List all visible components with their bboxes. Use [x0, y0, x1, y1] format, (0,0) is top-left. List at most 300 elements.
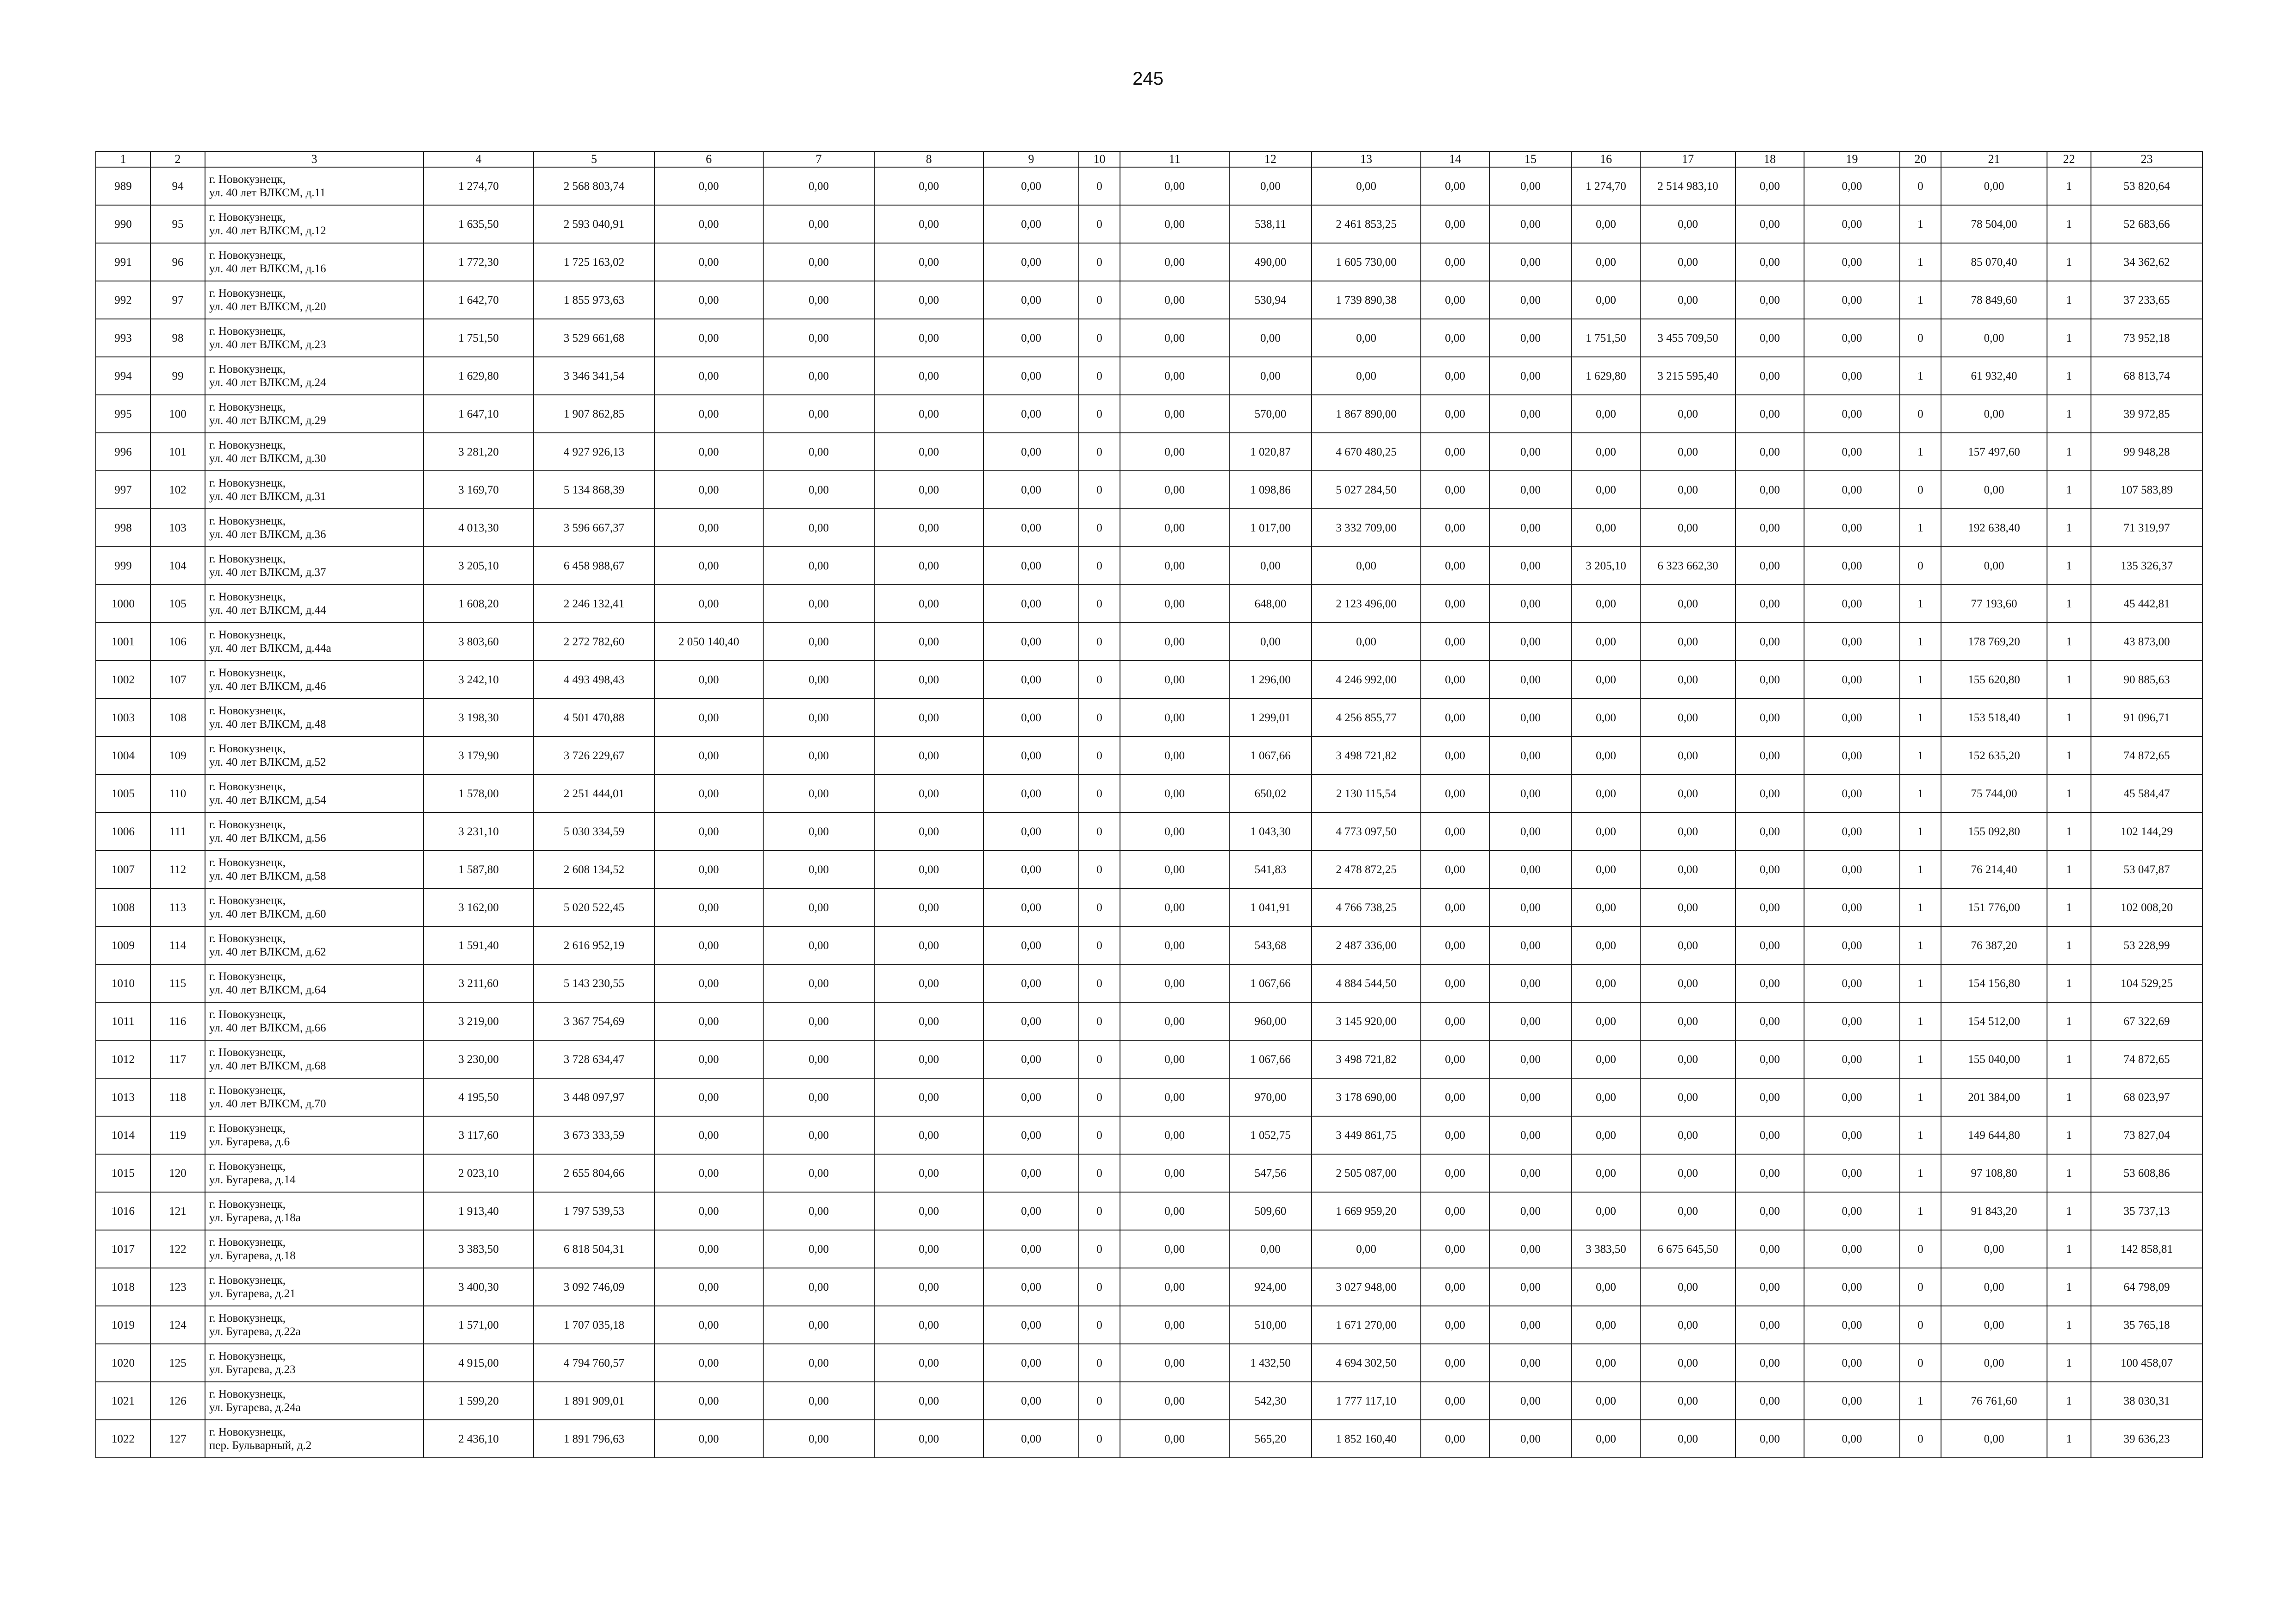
- table-row: [96, 395, 2203, 433]
- table-cell: 0: [1079, 1078, 1120, 1116]
- table-cell: 34 362,62: [2091, 243, 2203, 281]
- table-cell: 0,00: [1640, 509, 1736, 547]
- table-cell: 0,00: [1489, 1154, 1572, 1192]
- table-cell: 91 843,20: [1941, 1192, 2047, 1230]
- table-cell: 4 884 544,50: [1312, 964, 1421, 1002]
- address-line: ул. 40 лет ВЛКСМ, д.44: [209, 604, 326, 617]
- table-cell: 1: [1900, 737, 1941, 775]
- column-header: 18: [1736, 151, 1804, 167]
- table-cell: 648,00: [1229, 585, 1312, 623]
- address-cell: [205, 205, 423, 243]
- table-cell: 4 915,00: [423, 1344, 534, 1382]
- table-cell: 530,94: [1229, 281, 1312, 319]
- table-cell: 1008: [96, 888, 150, 926]
- table-cell: 0,00: [874, 205, 983, 243]
- table-cell: 1: [2047, 205, 2091, 243]
- table-cell: 1 751,50: [1572, 319, 1640, 357]
- table-cell: 0,00: [1421, 1192, 1489, 1230]
- table-cell: 0,00: [1229, 357, 1312, 395]
- table-cell: 0,00: [1804, 850, 1900, 888]
- address-line: г. Новокузнецк,: [209, 1122, 286, 1135]
- table-cell: 1 591,40: [423, 926, 534, 964]
- address-cell: [205, 547, 423, 585]
- table-cell: 0,00: [1736, 1268, 1804, 1306]
- table-row: [96, 1040, 2203, 1078]
- table-cell: 0,00: [1640, 1344, 1736, 1382]
- table-cell: 1: [1900, 850, 1941, 888]
- table-cell: 547,56: [1229, 1154, 1312, 1192]
- table-row: [96, 661, 2203, 699]
- table-cell: 0,00: [983, 1268, 1079, 1306]
- table-cell: 3 448 097,97: [534, 1078, 654, 1116]
- table-cell: 0: [1079, 850, 1120, 888]
- table-cell: 0,00: [1421, 812, 1489, 850]
- table-cell: 0: [1079, 395, 1120, 433]
- address-cell: [205, 850, 423, 888]
- table-cell: 0,00: [654, 585, 763, 623]
- table-cell: 0,00: [874, 243, 983, 281]
- table-cell: 3 169,70: [423, 471, 534, 509]
- table-cell: 0,00: [983, 1192, 1079, 1230]
- table-cell: 3 179,90: [423, 737, 534, 775]
- table-cell: 0,00: [983, 471, 1079, 509]
- table-cell: 1 098,86: [1229, 471, 1312, 509]
- table-cell: 0,00: [1941, 167, 2047, 205]
- table-cell: 0,00: [1640, 926, 1736, 964]
- address-line: г. Новокузнецк,: [209, 629, 286, 641]
- table-cell: 0,00: [654, 1382, 763, 1420]
- table-cell: 1: [2047, 1040, 2091, 1078]
- address-line: г. Новокузнецк,: [209, 1312, 286, 1324]
- address-cell: [205, 471, 423, 509]
- table-cell: 0: [1079, 205, 1120, 243]
- table-cell: 101: [150, 433, 205, 471]
- table-cell: 0,00: [1421, 1154, 1489, 1192]
- table-cell: 0,00: [1640, 243, 1736, 281]
- table-cell: 1: [1900, 585, 1941, 623]
- table-cell: 510,00: [1229, 1306, 1312, 1344]
- address-line: ул. Бугарева, д.14: [209, 1174, 296, 1186]
- table-cell: 106: [150, 623, 205, 661]
- table-cell: 0,00: [1229, 547, 1312, 585]
- table-cell: 1016: [96, 1192, 150, 1230]
- table-cell: 1: [2047, 509, 2091, 547]
- table-cell: 1 891 796,63: [534, 1420, 654, 1458]
- table-cell: 1004: [96, 737, 150, 775]
- table-cell: 45 442,81: [2091, 585, 2203, 623]
- table-cell: 0,00: [1120, 926, 1229, 964]
- table-cell: 1 020,87: [1229, 433, 1312, 471]
- table-cell: 99 948,28: [2091, 433, 2203, 471]
- table-cell: 1017: [96, 1230, 150, 1268]
- table-cell: 1: [2047, 623, 2091, 661]
- table-cell: 0,00: [1120, 1306, 1229, 1344]
- column-header: 1: [96, 151, 150, 167]
- table-cell: 1 725 163,02: [534, 243, 654, 281]
- table-cell: 2 023,10: [423, 1154, 534, 1192]
- table-cell: 0,00: [1421, 850, 1489, 888]
- address-line: ул. 40 лет ВЛКСМ, д.37: [209, 566, 326, 579]
- table-cell: 0,00: [763, 850, 874, 888]
- table-cell: 0,00: [1736, 850, 1804, 888]
- table-cell: 1013: [96, 1078, 150, 1116]
- table-cell: 1: [2047, 1268, 2091, 1306]
- table-cell: 78 849,60: [1941, 281, 2047, 319]
- header-row: [96, 151, 2203, 167]
- table-cell: 3 205,10: [1572, 547, 1640, 585]
- table-cell: 0,00: [763, 205, 874, 243]
- table-cell: 0,00: [874, 433, 983, 471]
- data-table: [95, 151, 2203, 1458]
- table-cell: 0,00: [1489, 319, 1572, 357]
- table-cell: 0,00: [1736, 205, 1804, 243]
- address-line: г. Новокузнецк,: [209, 1236, 286, 1249]
- table-cell: 76 214,40: [1941, 850, 2047, 888]
- table-cell: 1 669 959,20: [1312, 1192, 1421, 1230]
- table-cell: 0,00: [763, 585, 874, 623]
- table-cell: 102 008,20: [2091, 888, 2203, 926]
- table-cell: 3 383,50: [1572, 1230, 1640, 1268]
- table-cell: 0,00: [983, 319, 1079, 357]
- table-cell: 1 041,91: [1229, 888, 1312, 926]
- address-line: г. Новокузнецк,: [209, 249, 286, 262]
- table-cell: 0: [1079, 623, 1120, 661]
- table-cell: 0,00: [874, 850, 983, 888]
- table-cell: 0,00: [1804, 1002, 1900, 1040]
- table-cell: 0,00: [1120, 1078, 1229, 1116]
- address-line: ул. 40 лет ВЛКСМ, д.29: [209, 414, 326, 427]
- table-cell: 0,00: [1120, 775, 1229, 812]
- table-cell: 0,00: [1120, 243, 1229, 281]
- table-cell: 0,00: [1489, 1344, 1572, 1382]
- table-cell: 0,00: [1489, 509, 1572, 547]
- table-cell: 0,00: [1489, 1040, 1572, 1078]
- table-cell: 1: [1900, 1154, 1941, 1192]
- column-header: 11: [1120, 151, 1229, 167]
- table-cell: 0,00: [1421, 737, 1489, 775]
- table-cell: 0,00: [1312, 319, 1421, 357]
- table-cell: 2 655 804,66: [534, 1154, 654, 1192]
- table-cell: 0,00: [1489, 1306, 1572, 1344]
- table-cell: 0,00: [983, 243, 1079, 281]
- table-cell: 1: [2047, 661, 2091, 699]
- table-cell: 0,00: [1736, 1154, 1804, 1192]
- table-cell: 0,00: [1804, 1420, 1900, 1458]
- table-cell: 0,00: [1421, 205, 1489, 243]
- table-cell: 0,00: [983, 623, 1079, 661]
- table-cell: 0,00: [654, 1002, 763, 1040]
- address-line: г. Новокузнецк,: [209, 1350, 286, 1362]
- table-cell: 0,00: [763, 1154, 874, 1192]
- table-cell: 0,00: [983, 433, 1079, 471]
- table-cell: 2 616 952,19: [534, 926, 654, 964]
- table-cell: 154 512,00: [1941, 1002, 2047, 1040]
- table-cell: 1: [2047, 319, 2091, 357]
- table-cell: 0,00: [763, 319, 874, 357]
- table-cell: 1: [1900, 661, 1941, 699]
- table-cell: 0,00: [983, 547, 1079, 585]
- table-cell: 135 326,37: [2091, 547, 2203, 585]
- table-cell: 0,00: [983, 775, 1079, 812]
- table-cell: 0,00: [1421, 471, 1489, 509]
- table-cell: 0,00: [1421, 926, 1489, 964]
- table-cell: 73 952,18: [2091, 319, 2203, 357]
- table-row: [96, 1382, 2203, 1420]
- column-header: 5: [534, 151, 654, 167]
- address-line: г. Новокузнецк,: [209, 553, 286, 565]
- table-cell: 0,00: [654, 1040, 763, 1078]
- address-line: г. Новокузнецк,: [209, 743, 286, 755]
- table-cell: 0,00: [1489, 964, 1572, 1002]
- table-cell: 0,00: [1120, 699, 1229, 737]
- table-cell: 157 497,60: [1941, 433, 2047, 471]
- address-cell: [205, 775, 423, 812]
- table-cell: 0,00: [874, 585, 983, 623]
- address-line: ул. 40 лет ВЛКСМ, д.44а: [209, 642, 331, 655]
- table-cell: 0,00: [1736, 1306, 1804, 1344]
- table-cell: 0: [1900, 1420, 1941, 1458]
- column-header: 15: [1489, 151, 1572, 167]
- table-cell: 109: [150, 737, 205, 775]
- table-cell: 0,00: [1804, 1040, 1900, 1078]
- table-cell: 1: [1900, 243, 1941, 281]
- address-line: ул. Бугарева, д.22а: [209, 1325, 301, 1338]
- table-cell: 0,00: [983, 737, 1079, 775]
- table-cell: 0,00: [1804, 1382, 1900, 1420]
- table-cell: 4 256 855,77: [1312, 699, 1421, 737]
- table-cell: 0: [1079, 775, 1120, 812]
- table-cell: 0,00: [1120, 547, 1229, 585]
- table-cell: 0,00: [654, 1268, 763, 1306]
- table-cell: 0,00: [1120, 319, 1229, 357]
- table-cell: 76 387,20: [1941, 926, 2047, 964]
- table-cell: 0,00: [874, 1002, 983, 1040]
- table-cell: 0,00: [654, 395, 763, 433]
- address-line: г. Новокузнецк,: [209, 1084, 286, 1097]
- table-cell: 0,00: [763, 1268, 874, 1306]
- table-cell: 995: [96, 395, 150, 433]
- table-cell: 1 578,00: [423, 775, 534, 812]
- table-cell: 2 050 140,40: [654, 623, 763, 661]
- table-cell: 0,00: [983, 167, 1079, 205]
- table-cell: 0: [1079, 1306, 1120, 1344]
- table-cell: 0,00: [1489, 699, 1572, 737]
- address-cell: [205, 699, 423, 737]
- table-cell: 0,00: [1804, 1192, 1900, 1230]
- table-cell: 1: [2047, 1230, 2091, 1268]
- table-cell: 0,00: [1489, 926, 1572, 964]
- table-cell: 0,00: [763, 926, 874, 964]
- table-cell: 0,00: [1421, 357, 1489, 395]
- table-cell: 0,00: [1572, 1192, 1640, 1230]
- table-cell: 71 319,97: [2091, 509, 2203, 547]
- table-row: [96, 1116, 2203, 1154]
- table-cell: 0,00: [654, 1420, 763, 1458]
- table-cell: 0,00: [1572, 812, 1640, 850]
- table-cell: 0,00: [1421, 1344, 1489, 1382]
- table-cell: 0,00: [874, 281, 983, 319]
- table-cell: 0,00: [1640, 699, 1736, 737]
- table-cell: 1: [1900, 964, 1941, 1002]
- table-cell: 0,00: [1489, 357, 1572, 395]
- table-cell: 0,00: [1736, 1040, 1804, 1078]
- table-cell: 117: [150, 1040, 205, 1078]
- table-cell: 999: [96, 547, 150, 585]
- table-cell: 0,00: [654, 243, 763, 281]
- table-cell: 152 635,20: [1941, 737, 2047, 775]
- table-cell: 0,00: [1804, 167, 1900, 205]
- table-cell: 3 449 861,75: [1312, 1116, 1421, 1154]
- table-cell: 0,00: [654, 433, 763, 471]
- table-cell: 1 432,50: [1229, 1344, 1312, 1382]
- table-cell: 0: [1079, 243, 1120, 281]
- table-cell: 990: [96, 205, 150, 243]
- table-cell: 1019: [96, 1306, 150, 1344]
- table-cell: 3 400,30: [423, 1268, 534, 1306]
- address-line: ул. 40 лет ВЛКСМ, д.11: [209, 187, 326, 199]
- table-cell: 2 487 336,00: [1312, 926, 1421, 964]
- table-cell: 0,00: [654, 661, 763, 699]
- table-cell: 1: [1900, 433, 1941, 471]
- table-cell: 53 047,87: [2091, 850, 2203, 888]
- address-cell: [205, 1382, 423, 1420]
- table-cell: 0,00: [1421, 623, 1489, 661]
- table-cell: 67 322,69: [2091, 1002, 2203, 1040]
- table-cell: 490,00: [1229, 243, 1312, 281]
- table-cell: 650,02: [1229, 775, 1312, 812]
- table-cell: 119: [150, 1116, 205, 1154]
- table-cell: 0,00: [1804, 471, 1900, 509]
- address-cell: [205, 623, 423, 661]
- table-cell: 3 596 667,37: [534, 509, 654, 547]
- table-cell: 0,00: [874, 1382, 983, 1420]
- table-cell: 0,00: [1941, 1344, 2047, 1382]
- table-cell: 0,00: [1489, 775, 1572, 812]
- column-header: 6: [654, 151, 763, 167]
- table-cell: 4 195,50: [423, 1078, 534, 1116]
- table-cell: 0,00: [1804, 699, 1900, 737]
- table-cell: 0,00: [763, 661, 874, 699]
- table-cell: 121: [150, 1192, 205, 1230]
- table-cell: 45 584,47: [2091, 775, 2203, 812]
- table-cell: 0,00: [1489, 1420, 1572, 1458]
- table-cell: 0: [1900, 1306, 1941, 1344]
- table-cell: 0,00: [1572, 1002, 1640, 1040]
- table-cell: 3 231,10: [423, 812, 534, 850]
- table-cell: 0,00: [1736, 433, 1804, 471]
- table-cell: 104: [150, 547, 205, 585]
- table-cell: 107 583,89: [2091, 471, 2203, 509]
- table-cell: 3 726 229,67: [534, 737, 654, 775]
- table-cell: 1: [2047, 926, 2091, 964]
- table-cell: 0,00: [1572, 205, 1640, 243]
- table-cell: 0,00: [1572, 509, 1640, 547]
- table-cell: 0,00: [763, 623, 874, 661]
- address-line: ул. Бугарева, д.24а: [209, 1401, 301, 1414]
- table-cell: 122: [150, 1230, 205, 1268]
- table-cell: 1020: [96, 1344, 150, 1382]
- table-cell: 1015: [96, 1154, 150, 1192]
- table-cell: 0: [1079, 547, 1120, 585]
- table-cell: 0: [1900, 1230, 1941, 1268]
- address-line: пер. Бульварный, д.2: [209, 1439, 312, 1452]
- table-cell: 0,00: [1120, 1268, 1229, 1306]
- table-cell: 0,00: [654, 1116, 763, 1154]
- table-cell: 1: [2047, 737, 2091, 775]
- table-cell: 0,00: [1736, 471, 1804, 509]
- table-cell: 0,00: [1572, 1116, 1640, 1154]
- table-cell: 0,00: [1572, 585, 1640, 623]
- table-cell: 0: [1079, 319, 1120, 357]
- table-cell: 1009: [96, 926, 150, 964]
- address-line: г. Новокузнецк,: [209, 401, 286, 413]
- table-cell: 1: [2047, 395, 2091, 433]
- table-cell: 0,00: [1640, 850, 1736, 888]
- table-row: [96, 471, 2203, 509]
- table-cell: 0,00: [654, 850, 763, 888]
- table-cell: 4 766 738,25: [1312, 888, 1421, 926]
- table-row: [96, 509, 2203, 547]
- address-line: г. Новокузнецк,: [209, 363, 286, 375]
- table-cell: 4 246 992,00: [1312, 661, 1421, 699]
- table-cell: 2 251 444,01: [534, 775, 654, 812]
- table-cell: 178 769,20: [1941, 623, 2047, 661]
- table-cell: 0: [1079, 1420, 1120, 1458]
- table-cell: 1: [1900, 623, 1941, 661]
- address-line: г. Новокузнецк,: [209, 970, 286, 983]
- table-cell: 120: [150, 1154, 205, 1192]
- table-cell: 0,00: [1120, 1382, 1229, 1420]
- table-cell: 0,00: [874, 737, 983, 775]
- table-cell: 0,00: [1640, 205, 1736, 243]
- table-cell: 0,00: [1640, 585, 1736, 623]
- table-cell: 0: [1900, 1344, 1941, 1382]
- table-cell: 0,00: [983, 281, 1079, 319]
- table-cell: 0,00: [1489, 243, 1572, 281]
- table-cell: 0,00: [874, 964, 983, 1002]
- table-cell: 0,00: [1640, 1420, 1736, 1458]
- table-cell: 0,00: [1120, 395, 1229, 433]
- table-cell: 0,00: [763, 471, 874, 509]
- table-cell: 0,00: [1736, 319, 1804, 357]
- table-cell: 0: [1079, 737, 1120, 775]
- table-cell: 0,00: [1941, 395, 2047, 433]
- address-line: ул. 40 лет ВЛКСМ, д.20: [209, 300, 326, 313]
- table-cell: 4 927 926,13: [534, 433, 654, 471]
- address-cell: [205, 964, 423, 1002]
- table-cell: 1 587,80: [423, 850, 534, 888]
- address-line: ул. 40 лет ВЛКСМ, д.23: [209, 338, 326, 351]
- address-line: г. Новокузнецк,: [209, 287, 286, 300]
- table-cell: 1 629,80: [423, 357, 534, 395]
- table-cell: 1005: [96, 775, 150, 812]
- table-cell: 0,00: [1572, 737, 1640, 775]
- table-cell: 997: [96, 471, 150, 509]
- table-cell: 570,00: [1229, 395, 1312, 433]
- table-cell: 0,00: [1120, 850, 1229, 888]
- table-cell: 0,00: [654, 699, 763, 737]
- table-cell: 0,00: [1640, 1040, 1736, 1078]
- table-cell: 1: [2047, 585, 2091, 623]
- table-cell: 0,00: [1489, 737, 1572, 775]
- address-line: г. Новокузнецк,: [209, 477, 286, 489]
- table-cell: 1: [1900, 1078, 1941, 1116]
- table-cell: 0,00: [1120, 1192, 1229, 1230]
- address-line: ул. 40 лет ВЛКСМ, д.60: [209, 908, 326, 920]
- address-cell: [205, 1040, 423, 1078]
- table-cell: 0,00: [1421, 319, 1489, 357]
- table-cell: 0: [1079, 926, 1120, 964]
